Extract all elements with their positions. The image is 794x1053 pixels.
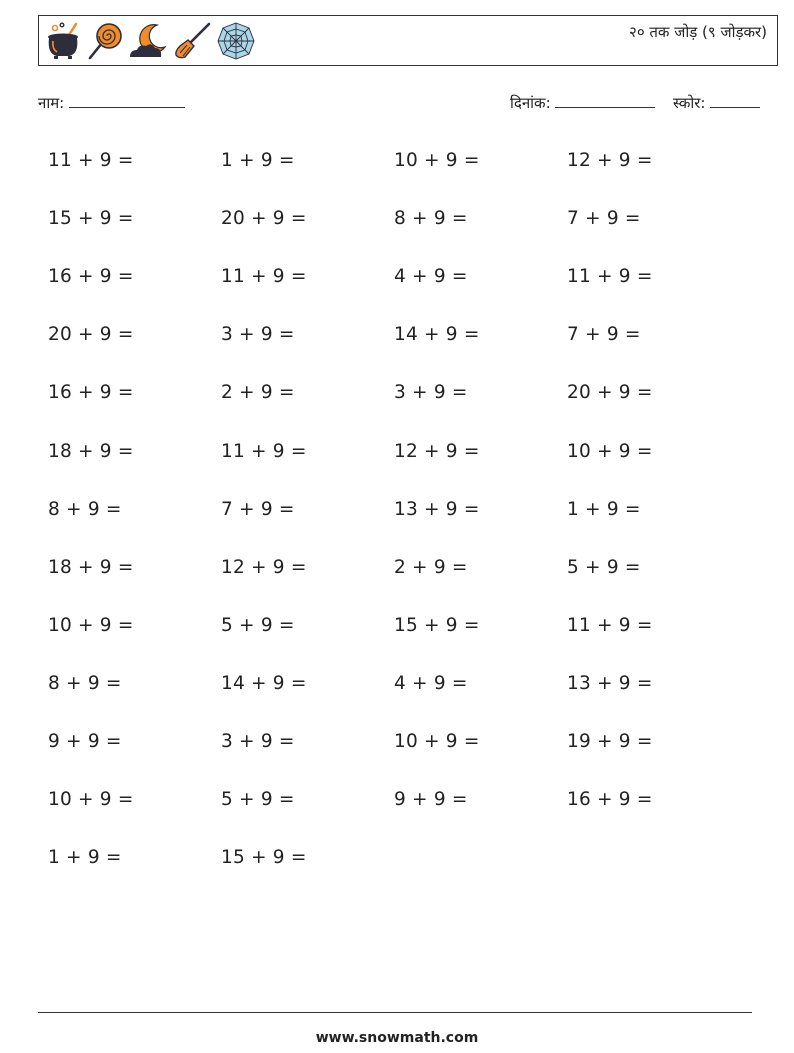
moon-cloud-icon — [127, 21, 171, 61]
problem-item: 20 + 9 = — [221, 208, 307, 230]
problem-item: 11 + 9 = — [567, 266, 653, 288]
problem-item: 15 + 9 = — [48, 208, 134, 230]
problem-item: 3 + 9 = — [221, 731, 295, 752]
problem-item: 14 + 9 = — [394, 324, 480, 346]
lollipop-icon — [85, 21, 125, 61]
footer-site: www.snowmath.com — [315, 1030, 479, 1046]
worksheet-header — [38, 15, 778, 66]
problem-item: 10 + 9 = — [567, 440, 653, 462]
date-label: दिनांक: — [510, 94, 551, 112]
problem-item: 16 + 9 = — [567, 789, 653, 811]
spider-web-icon — [215, 21, 257, 61]
problem-item: 8 + 9 = — [48, 498, 122, 520]
problem-item: 1 + 9 = — [567, 498, 641, 520]
problem-item: 1 + 9 = — [48, 847, 122, 869]
problem-item: 9 + 9 = — [394, 789, 468, 811]
problem-item: 2 + 9 = — [221, 382, 295, 404]
problem-item: 12 + 9 = — [394, 440, 480, 462]
problem-item: 5 + 9 = — [567, 556, 641, 578]
name-blank[interactable] — [69, 93, 185, 108]
sheet-title: २० तक जोड़ (९ जोड़कर) — [629, 23, 767, 41]
problem-item: 19 + 9 = — [567, 731, 653, 752]
problem-item: 4 + 9 = — [394, 266, 468, 288]
problem-item: 10 + 9 = — [394, 731, 480, 752]
name-field — [38, 93, 185, 113]
problem-item: 3 + 9 = — [394, 382, 468, 404]
problem-item: 12 + 9 = — [221, 556, 307, 578]
problem-item: 10 + 9 = — [48, 614, 134, 636]
problem-item: 11 + 9 = — [221, 266, 307, 288]
problem-item: 7 + 9 = — [221, 498, 295, 520]
problem-item: 14 + 9 = — [221, 672, 307, 694]
problem-item: 16 + 9 = — [48, 266, 134, 288]
problem-item: 5 + 9 = — [221, 614, 295, 636]
problem-item: 1 + 9 = — [221, 150, 295, 171]
problem-item: 8 + 9 = — [48, 672, 122, 694]
broom-icon — [173, 21, 213, 61]
problem-item: 18 + 9 = — [48, 556, 134, 578]
problem-item: 7 + 9 = — [567, 324, 641, 346]
problem-item: 2 + 9 = — [394, 556, 468, 578]
date-score-fields — [510, 93, 760, 113]
name-label: नाम: — [38, 94, 65, 112]
problem-item: 11 + 9 = — [221, 440, 307, 462]
cauldron-icon — [43, 21, 83, 61]
problem-item: 7 + 9 = — [567, 208, 641, 230]
problem-item: 18 + 9 = — [48, 440, 134, 462]
problem-item: 11 + 9 = — [48, 150, 134, 171]
problem-item: 9 + 9 = — [48, 731, 122, 752]
score-blank[interactable] — [710, 93, 760, 108]
problem-item: 3 + 9 = — [221, 324, 295, 346]
score-label: स्कोर: — [672, 94, 706, 112]
footer-divider — [38, 1012, 752, 1013]
problem-item: 10 + 9 = — [48, 789, 134, 811]
problem-item: 13 + 9 = — [394, 498, 480, 520]
problem-item: 10 + 9 = — [394, 150, 480, 171]
problem-item: 16 + 9 = — [48, 382, 134, 404]
problem-item: 12 + 9 = — [567, 150, 653, 171]
date-blank[interactable] — [555, 93, 655, 108]
problem-item: 20 + 9 = — [48, 324, 134, 346]
problem-item: 4 + 9 = — [394, 672, 468, 694]
problem-item: 5 + 9 = — [221, 789, 295, 811]
problem-item: 20 + 9 = — [567, 382, 653, 404]
problem-item: 13 + 9 = — [567, 672, 653, 694]
problem-item: 8 + 9 = — [394, 208, 468, 230]
halloween-icons — [43, 20, 257, 62]
problem-item: 15 + 9 = — [394, 614, 480, 636]
problem-item: 15 + 9 = — [221, 847, 307, 869]
problem-item: 11 + 9 = — [567, 614, 653, 636]
